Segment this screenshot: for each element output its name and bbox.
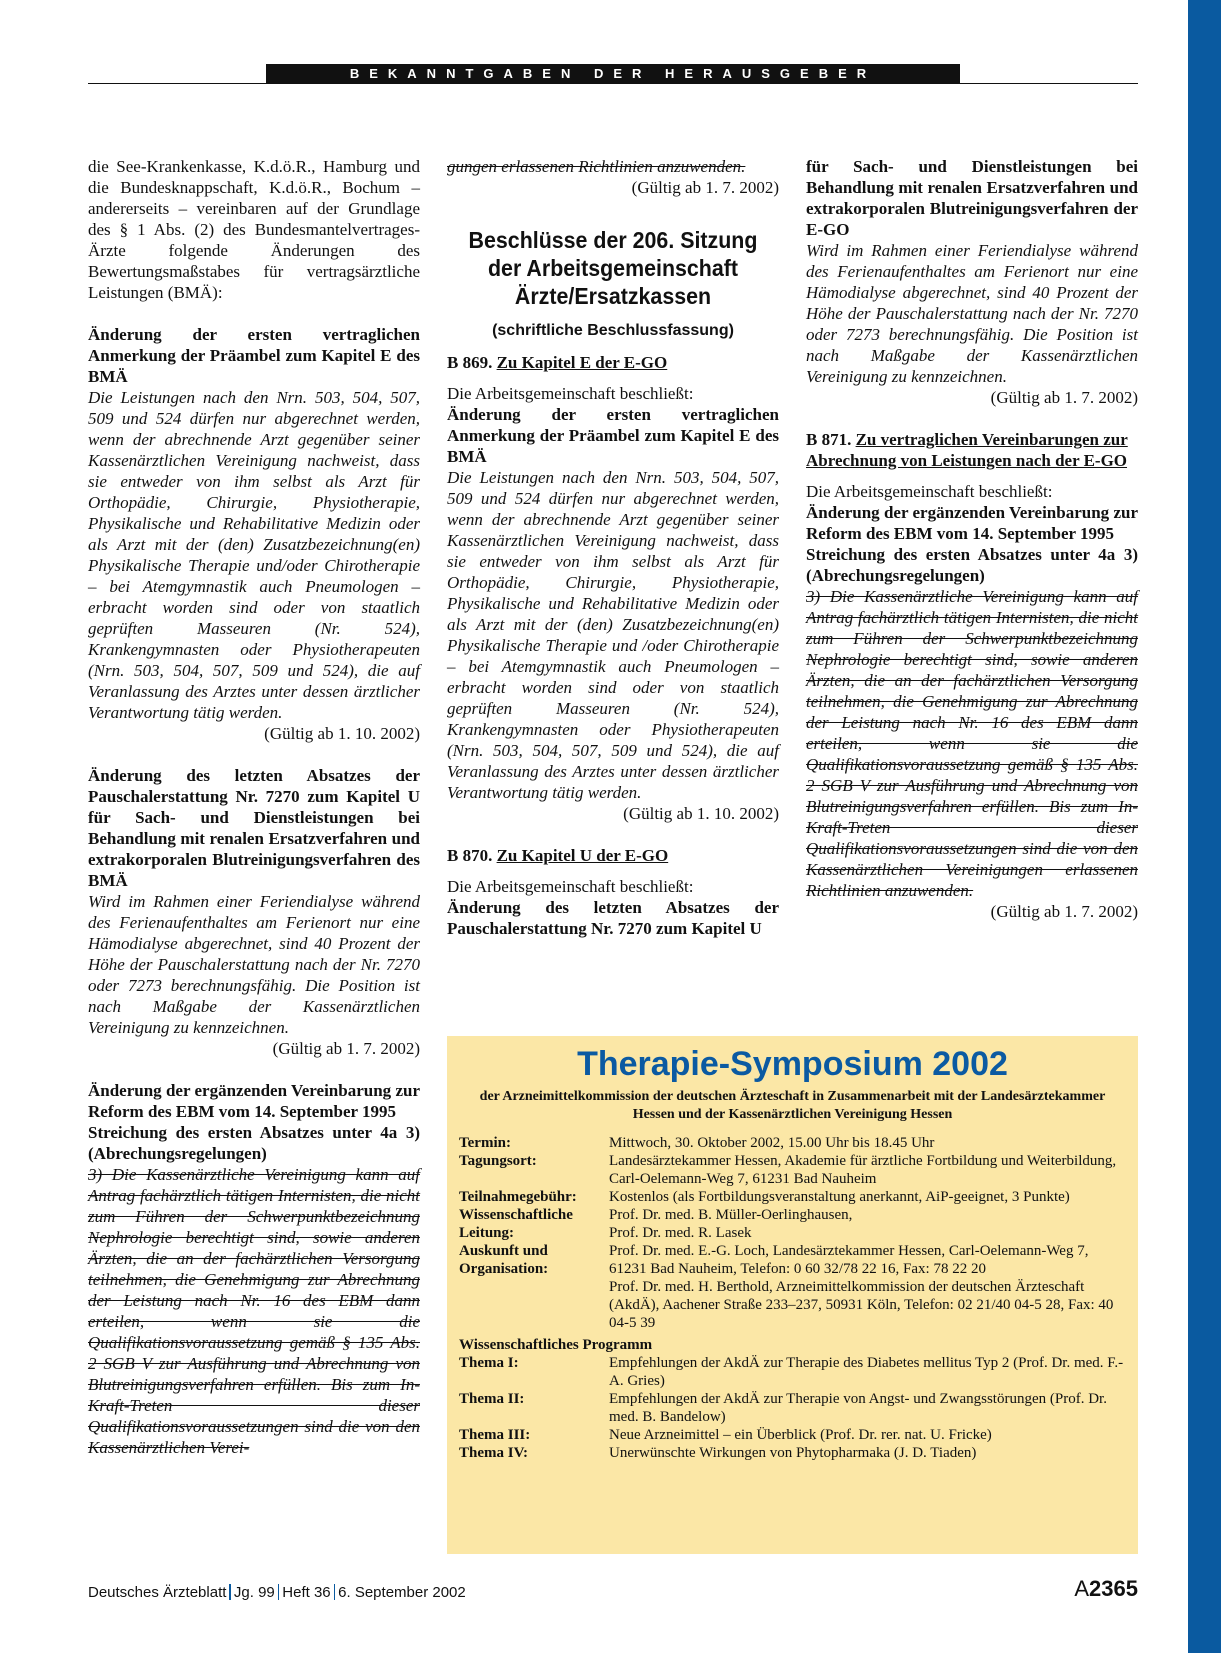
info-value: Landesärztekammer Hessen, Akademie für ärztliche Fortbildung und Weiterbildung, Carl-Oelemann-Weg 7, 61231 Bad Nauheim xyxy=(609,1153,1117,1187)
section-header: BEKANNTGABEN DER HERAUSGEBER xyxy=(266,64,960,83)
info-row-gebuehr xyxy=(459,1188,1126,1206)
resolution-number: B 870. xyxy=(447,846,493,865)
column-3 xyxy=(806,156,1138,922)
program-value: Empfehlungen der AkdÄ zur Therapie des Diabetes mellitus Typ 2 (Prof. Dr. med. F.-A. Gries) xyxy=(609,1355,1124,1389)
resolution-title: Zu Kapitel E der E-GO xyxy=(496,353,668,372)
info-label: Tagungsort: xyxy=(459,1153,537,1169)
info-value: Mittwoch, 30. Oktober 2002, 15.00 Uhr bis 18.45 Uhr xyxy=(609,1135,935,1151)
info-row-leitung xyxy=(459,1206,1126,1242)
valid-date: (Gültig ab 1. 7. 2002) xyxy=(990,902,1138,921)
section-title: Beschlüsse der 206. Sitzung der Arbeitsgemeinschaft Ärzte/Ersatzkassen xyxy=(468,227,758,309)
info-value: Prof. Dr. med. B. Müller-Oerlinghausen, xyxy=(609,1207,853,1223)
journal-volume: Jg. 99 xyxy=(233,1584,275,1601)
journal-name: Deutsches Ärzteblatt xyxy=(88,1584,227,1601)
page-prefix: A xyxy=(1074,1576,1090,1601)
valid-date: (Gültig ab 1. 7. 2002) xyxy=(272,1039,420,1058)
info-label: Auskunft und Organisation: xyxy=(459,1243,549,1277)
program-row xyxy=(459,1390,1126,1426)
footer-citation xyxy=(88,1584,466,1601)
struck-text: 3) Die Kassenärztliche Vereinigung kann auf Antrag fachärztlich tätigen Internisten, die nicht zum Führen der Schwerpunktbezeichnung Nephrologie berechtigt sind, sowie anderen Ärzten, die an der fachärztlichen Versorgung teilnehmen, die Genehmigung zur Abrechnung der Leistung nach Nr. 16 des EBM dann erteilen, wenn sie die Qualifikationsvoraussetzung gemäß § 135 Abs. 2 SGB V zur Ausführung und Abrechnung von Blutreinigungsverfahren erfüllen. Bis zum In-Kraft-Treten dieser Qualifikationsvoraussetzungen sind die von den Kassenärztlichen Vereinigungen erlassenen Richtlinien anzuwenden. xyxy=(806,587,1138,900)
section-subtitle: (schriftliche Beschlussfassung) xyxy=(492,322,734,339)
program-heading: Wissenschaftliches Programm xyxy=(459,1337,653,1353)
program-label: Thema I: xyxy=(459,1355,519,1371)
valid-date: (Gültig ab 1. 7. 2002) xyxy=(631,178,779,197)
info-row-ort xyxy=(459,1152,1126,1188)
heading-praeambel-e: Änderung der ersten vertraglichen Anmerkung der Präambel zum Kapitel E des BMÄ xyxy=(447,405,779,466)
text-praeambel-e: Die Leistungen nach den Nrn. 503, 504, 507, 509 und 524 dürfen nur abgerechnet werden, wenn der abrechnende Arzt gegenüber seiner Kassenärztlichen Vereinigung nachweist, dass sie entweder von ihm selbst als Arzt für Orthopädie, Chirurgie, Physiotherapie, Physikalische und Rehabilitative Medizin oder als Arzt mit der (den) Zusatzbezeichnung(en) Physikalische Therapie und /oder Chirotherapie – bei Atemgymnastik auch Pneumologen – erbracht worden sind oder von staatlich geprüften Masseuren (Nr. 524), Krankengymnasten oder Physiotherapeuten (Nrn. 503, 504, 507, 509 und 524), die auf Veranlassung des Arztes unter dessen ärztlicher Verantwortung tätig werden. xyxy=(447,468,779,802)
resolution-heading-b871 xyxy=(806,429,1138,471)
heading-streichung: Streichung des ersten Absatzes unter 4a 3) (Abrechungsregelungen) xyxy=(88,1123,420,1163)
text-praeambel-e: Die Leistungen nach den Nrn. 503, 504, 507, 509 und 524 dürfen nur abgerechnet werden, wenn der abrechnende Arzt gegenüber seiner Kassenärztlichen Vereinigung nachweist, dass sie entweder von ihm selbst als Arzt für Orthopädie, Chirurgie, Physiotherapie, Physikalische und Rehabilitative Medizin oder als Arzt mit der (den) Zusatzbezeichnung(en) Physikalische Therapie und/oder Chirotherapie – bei Atemgymnastik auch Pneumologen – erbracht worden sind oder von staatlich geprüften Masseuren (Nr. 524), Krankengymnasten oder Physiotherapeuten (Nrn. 503, 504, 507, 509 und 524), die auf Veranlassung des Arztes unter dessen ärztlicher Verantwortung tätig werden. xyxy=(88,388,420,722)
page-number xyxy=(1074,1576,1138,1602)
program-value: Unerwünschte Wirkungen von Phytopharmaka (J. D. Tiaden) xyxy=(609,1445,977,1461)
page-value: 2365 xyxy=(1089,1576,1138,1601)
info-value: Prof. Dr. med. H. Berthold, Arzneimittelkommission der deutschen Ärzteschaft (AkdÄ), Aachener Straße 233–237, 50931 Köln, Telefon: 02 21/40 04-5 28, Fax: 40 04-5 39 xyxy=(609,1279,1114,1331)
resolution-number: B 871. xyxy=(806,430,852,449)
resolution-heading-b869 xyxy=(447,352,779,373)
symposium-info xyxy=(459,1134,1126,1462)
resolution-title: Zu vertraglichen Vereinbarungen zur Abrechnung von Leistungen nach der E-GO xyxy=(806,430,1128,470)
heading-ebm-reform: Änderung der ergänzenden Vereinbarung zur Reform des EBM vom 14. September 1995 xyxy=(88,1081,420,1121)
heading-streichung: Streichung des ersten Absatzes unter 4a 3) (Abrechungsregelungen) xyxy=(806,545,1138,585)
valid-date: (Gültig ab 1. 10. 2002) xyxy=(264,724,420,743)
info-value: Kostenlos (als Fortbildungsveranstaltung anerkannt, AiP-geeignet, 3 Punkte) xyxy=(609,1189,1070,1205)
program-value: Neue Arzneimittel – ein Überblick (Prof. Dr. rer. nat. U. Fricke) xyxy=(609,1427,992,1443)
program-row xyxy=(459,1444,1126,1462)
side-color-bar xyxy=(1188,0,1221,1653)
symposium-subtitle: der Arzneimittelkommission der deutschen Ärzteschaft in Zusammenarbeit mit der Landesärztekammer Hessen und der Kassenärztlichen Vereinigung Hessen xyxy=(479,1089,1106,1122)
resolution-title: Zu Kapitel U der E-GO xyxy=(496,846,669,865)
resolution-number: B 869. xyxy=(447,353,493,372)
program-row xyxy=(459,1426,1126,1444)
info-label: Termin: xyxy=(459,1135,511,1151)
symposium-box xyxy=(447,1036,1138,1554)
journal-date: 6. September 2002 xyxy=(338,1584,466,1601)
journal-issue: Heft 36 xyxy=(282,1584,331,1601)
text-feriendialyse: Wird im Rahmen einer Feriendialyse während des Ferienaufenthaltes am Ferienort nur eine Hämodialyse abgerechnet, sind 40 Prozent der Höhe der Pauschalerstattung nach der Nr. 7270 oder 7273 berechnungsfähig. Die Position ist nach Maßgabe der Kassenärztlichen Vereinigung zu kennzeichnen. xyxy=(806,241,1138,386)
info-row-auskunft xyxy=(459,1242,1126,1332)
program-label: Thema IV: xyxy=(459,1445,529,1461)
info-row-termin xyxy=(459,1134,1126,1152)
heading-ebm-reform: Änderung der ergänzenden Vereinbarung zur Reform des EBM vom 14. September 1995 xyxy=(806,503,1138,543)
symposium-title: Therapie-Symposium 2002 xyxy=(577,1045,1008,1083)
program-row xyxy=(459,1354,1126,1390)
column-1 xyxy=(88,156,420,1458)
struck-text: gungen erlassenen Richtlinien anzuwenden. xyxy=(447,157,746,176)
resolution-intro: Die Arbeitsgemeinschaft beschließt: xyxy=(447,384,694,403)
valid-date: (Gültig ab 1. 10. 2002) xyxy=(623,804,779,823)
program-value: Empfehlungen der AkdÄ zur Therapie von Angst- und Zwangsstörungen (Prof. Dr. med. B. Bandelow) xyxy=(609,1391,1107,1425)
info-label: Wissenschaftliche Leitung: xyxy=(459,1207,573,1241)
heading-pauschalerstattung-cont: für Sach- und Dienstleistungen bei Behandlung mit renalen Ersatzverfahren und extrakorporalen Blutreinigungsverfahren der E-GO xyxy=(806,157,1138,239)
heading-pauschalerstattung: Änderung des letzten Absatzes der Pauschalerstattung Nr. 7270 zum Kapitel U für Sach- und Dienstleistungen bei Behandlung mit renalen Ersatzverfahren und extrakorporalen Blutreinigungsverfahren des BMÄ xyxy=(88,766,420,890)
header-rule xyxy=(88,83,1138,84)
info-value: Prof. Dr. med. R. Lasek xyxy=(609,1225,752,1241)
heading-praeambel-e: Änderung der ersten vertraglichen Anmerkung der Präambel zum Kapitel E des BMÄ xyxy=(88,325,420,386)
column-2 xyxy=(447,156,779,939)
resolution-intro: Die Arbeitsgemeinschaft beschließt: xyxy=(806,482,1053,501)
struck-text: 3) Die Kassenärztliche Vereinigung kann auf Antrag fachärztlich tätigen Internisten, die nicht zum Führen der Schwerpunktbezeichnung Nephrologie berechtigt sind, sowie anderen Ärzten, die an der fachärztlichen Versorgung teilnehmen, die Genehmigung zur Abrechnung der Leistung nach Nr. 16 des EBM dann erteilen, wenn sie die Qualifikationsvoraussetzung gemäß § 135 Abs. 2 SGB V zur Ausführung und Abrechnung von Blutreinigungsverfahren erfüllen. Bis zum In-Kraft-Treten dieser Qualifikationsvoraussetzungen sind die von den Kassenärztlichen Verei- xyxy=(88,1165,420,1457)
resolution-heading-b870 xyxy=(447,845,779,866)
valid-date: (Gültig ab 1. 7. 2002) xyxy=(990,388,1138,407)
intro-paragraph: die See-Krankenkasse, K.d.ö.R., Hamburg und die Bundesknappschaft, K.d.ö.R., Bochum – andererseits – vereinbaren auf der Grundlage des § 1 Abs. (2) des Bundesmantelvertrages-Ärzte folgende Änderungen des Bewertungsmaßstabes für vertragsärztliche Leistungen (BMÄ): xyxy=(88,157,420,302)
resolution-intro: Die Arbeitsgemeinschaft beschließt: xyxy=(447,877,694,896)
heading-pauschalerstattung: Änderung des letzten Absatzes der Pauschalerstattung Nr. 7270 zum Kapitel U xyxy=(447,898,779,938)
text-feriendialyse: Wird im Rahmen einer Feriendialyse während des Ferienaufenthaltes am Ferienort nur eine Hämodialyse abgerechnet, sind 40 Prozent der Höhe der Pauschalerstattung nach der Nr. 7270 oder 7273 berechnungsfähig. Die Position ist nach Maßgabe der Kassenärztlichen Vereinigung zu kennzeichnen. xyxy=(88,892,420,1037)
info-value: Prof. Dr. med. E.-G. Loch, Landesärztekammer Hessen, Carl-Oelemann-Weg 7, 61231 Bad Nauheim, Telefon: 0 60 32/78 22 16, Fax: 78 22 20 xyxy=(609,1243,1089,1277)
info-label: Teilnahmegebühr: xyxy=(459,1189,577,1205)
program-label: Thema III: xyxy=(459,1427,531,1443)
program-label: Thema II: xyxy=(459,1391,525,1407)
